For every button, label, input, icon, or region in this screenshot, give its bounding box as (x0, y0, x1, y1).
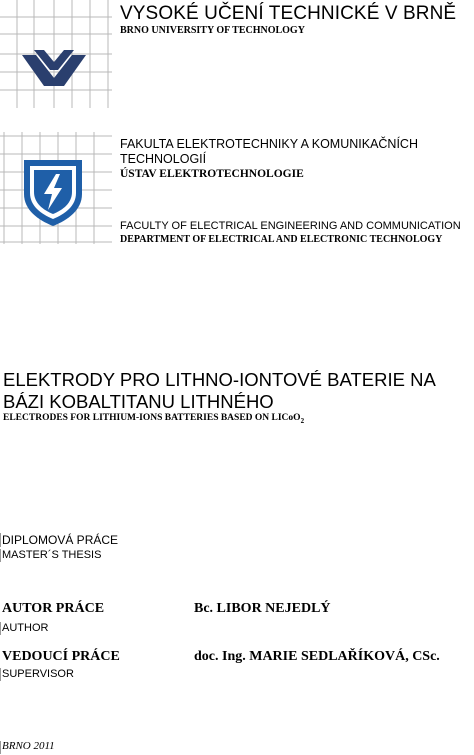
faculty-name-en: FACULTY OF ELECTRICAL ENGINEERING AND COMMUNICATION (120, 220, 461, 232)
supervisor-label-en: SUPERVISOR (2, 668, 74, 680)
thesis-type-en: MASTER´S THESIS (2, 549, 102, 561)
thesis-title-en-main: ELECTRODES FOR LITHIUM-IONS BATTERIES BASED ON LICoO (3, 413, 301, 423)
vut-logo-icon (0, 0, 112, 108)
university-name-en: BRNO UNIVERSITY OF TECHNOLOGY (120, 25, 305, 36)
thesis-title-cz: ELEKTRODY PRO LITHNO-IONTOVÉ BATERIE NA BÁZI KOBALTITANU LITHNÉHO (3, 369, 435, 412)
fekt-logo-icon (0, 132, 112, 244)
margin-mark (0, 668, 1, 681)
thesis-type-cz: DIPLOMOVÁ PRÁCE (2, 533, 119, 547)
supervisor-name: doc. Ing. MARIE SEDLAŘÍKOVÁ, CSc. (194, 649, 440, 664)
thesis-title-en-subscript: 2 (300, 416, 305, 425)
margin-mark (0, 622, 1, 635)
thesis-title-en (3, 413, 304, 425)
supervisor-label-cz: VEDOUCÍ PRÁCE (2, 649, 120, 664)
institute-name-cz: ÚSTAV ELEKTROTECHNOLOGIE (120, 168, 304, 180)
margin-mark (0, 549, 1, 562)
university-name-cz: VYSOKÉ UČENÍ TECHNICKÉ V BRNĚ (120, 3, 457, 24)
author-label-cz: AUTOR PRÁCE (2, 601, 105, 616)
margin-mark (0, 533, 1, 547)
author-name: Bc. LIBOR NEJEDLÝ (194, 601, 331, 616)
faculty-name-cz: FAKULTA ELEKTROTECHNIKY A KOMUNIKAČNÍCH TECHNOLOGIÍ (120, 137, 418, 166)
author-label-en: AUTHOR (2, 622, 49, 634)
margin-mark (0, 741, 1, 754)
department-name-en: DEPARTMENT OF ELECTRICAL AND ELECTRONIC TECHNOLOGY (120, 234, 443, 245)
place-year: BRNO 2011 (2, 740, 55, 752)
